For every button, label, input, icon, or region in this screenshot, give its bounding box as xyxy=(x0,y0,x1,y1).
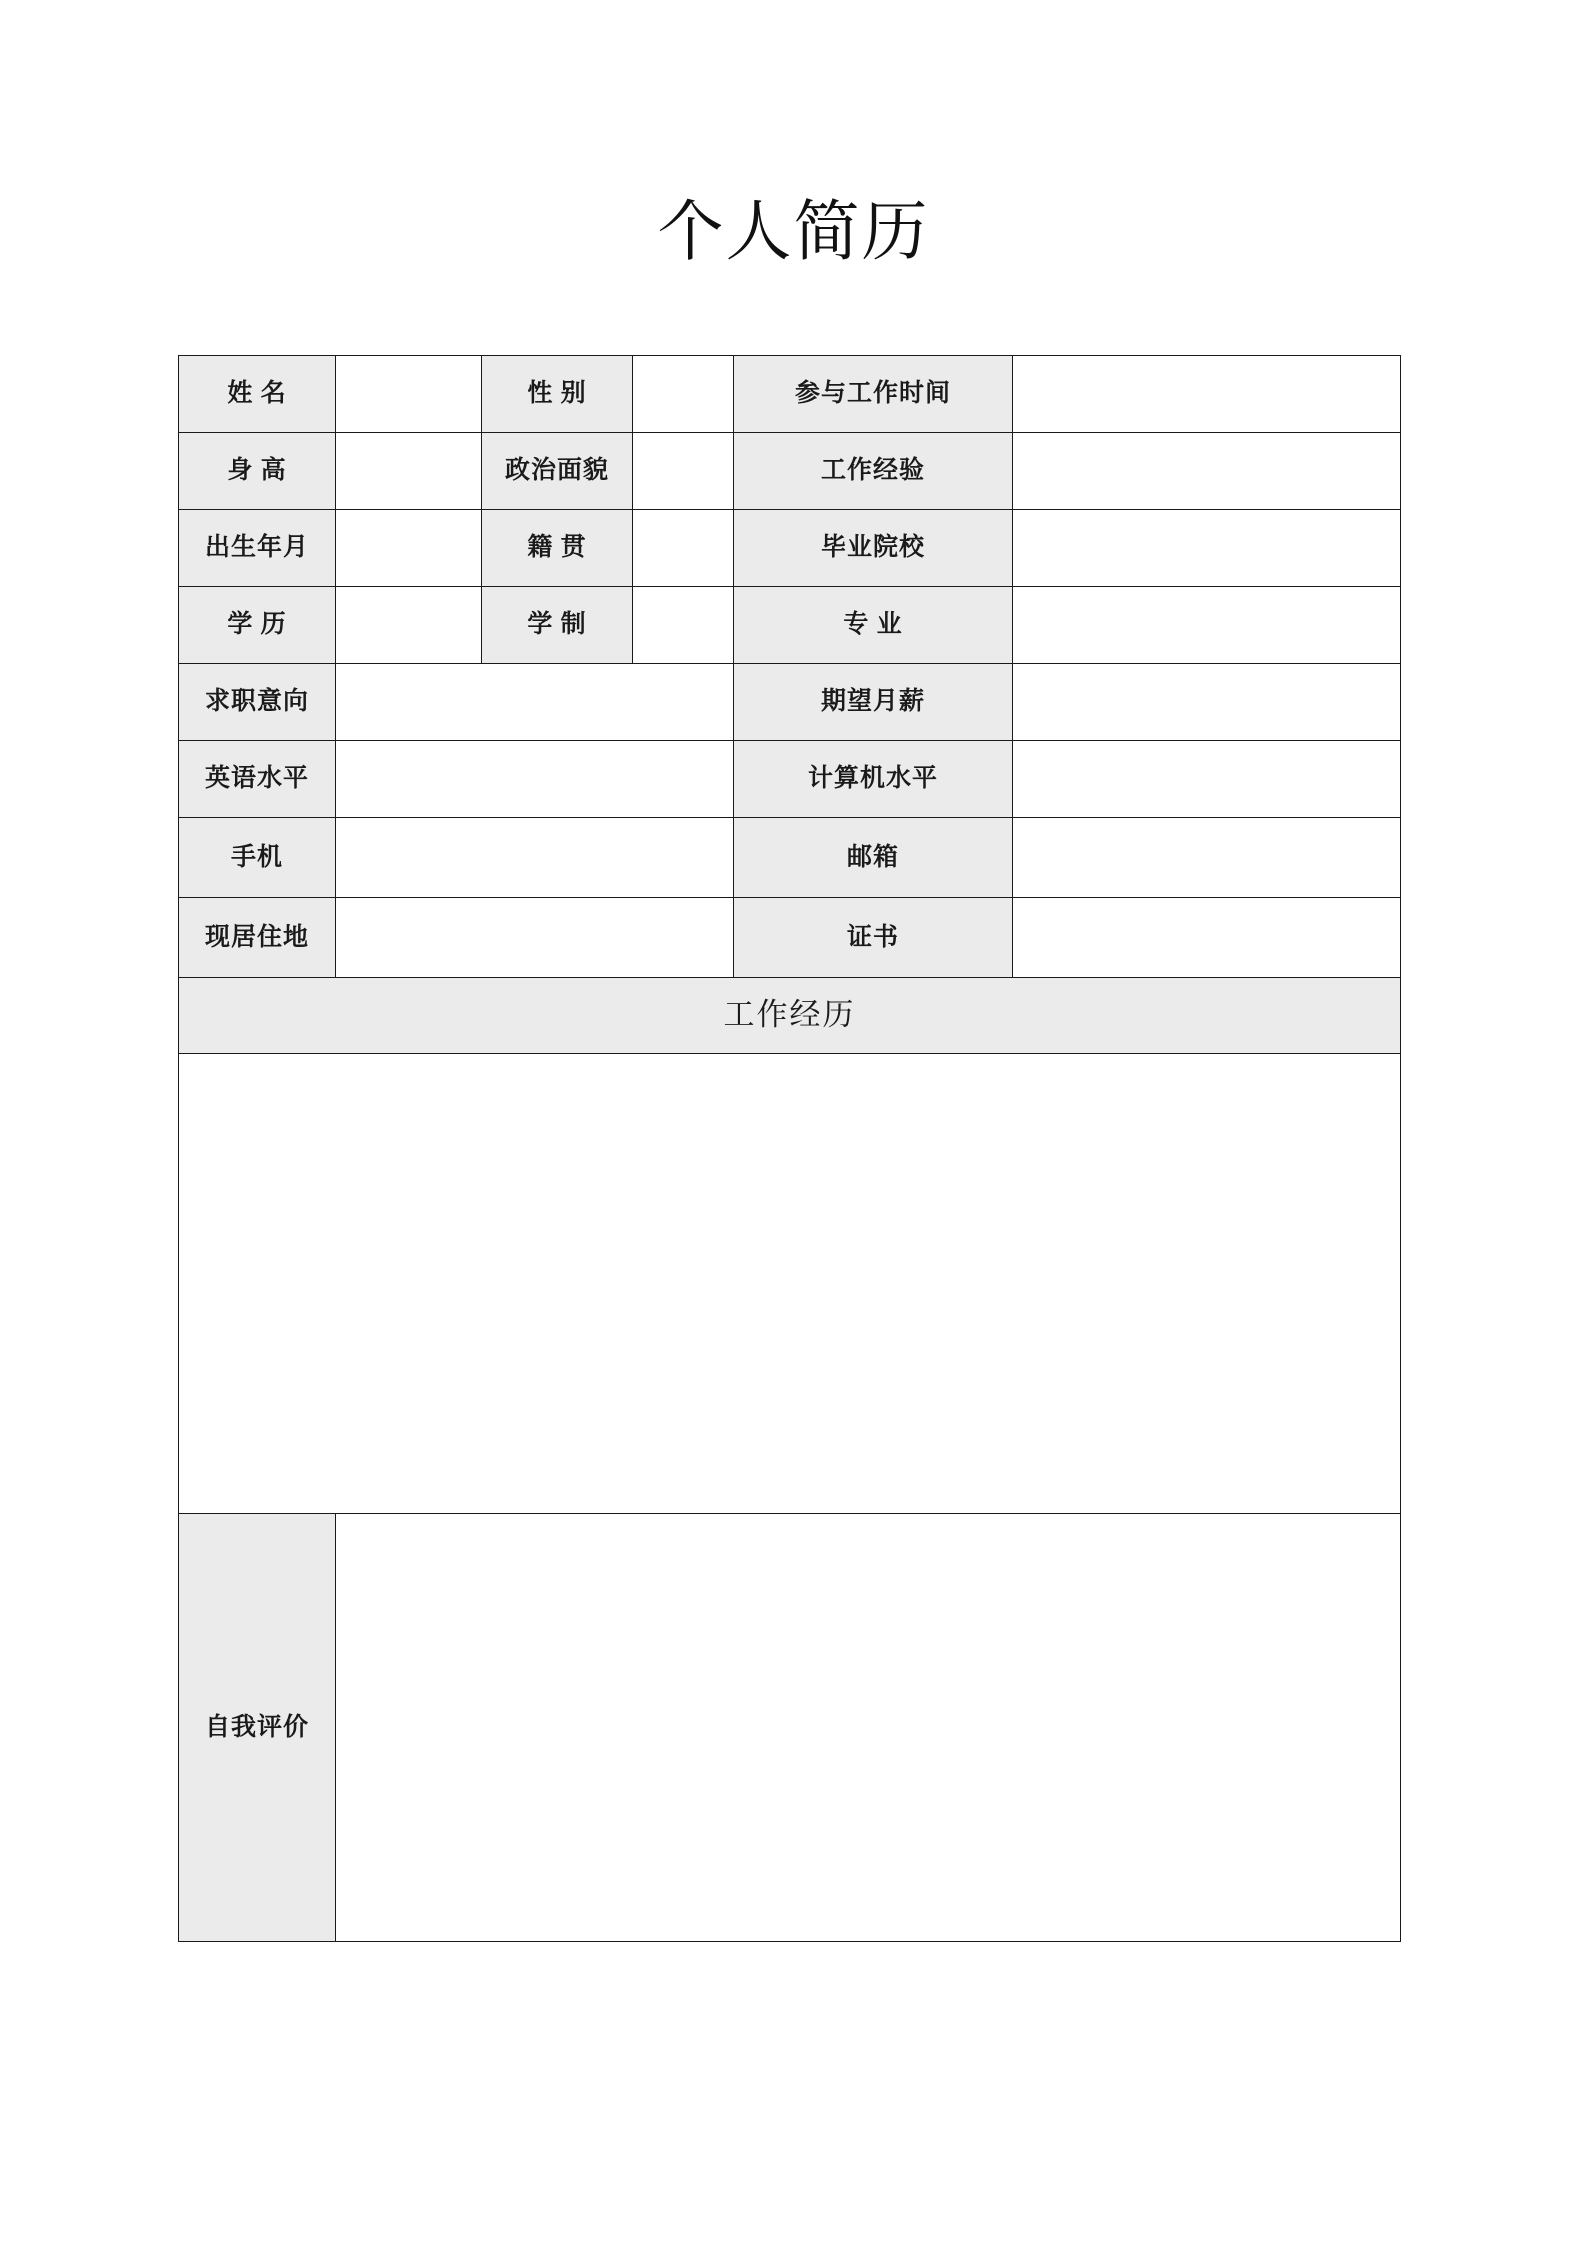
field-label-job-intention: 求职意向 xyxy=(179,664,336,741)
work-experience-textarea[interactable] xyxy=(179,1054,1401,1514)
field-value-work-start-time[interactable] xyxy=(1013,356,1401,433)
field-label-email: 邮箱 xyxy=(734,818,1013,898)
field-label-computer-level: 计算机水平 xyxy=(734,741,1013,818)
table-row xyxy=(179,898,1401,978)
field-label-birth-date: 出生年月 xyxy=(179,510,336,587)
table-row xyxy=(179,978,1401,1054)
field-label-education: 学 历 xyxy=(179,587,336,664)
field-value-political-status[interactable] xyxy=(633,433,734,510)
field-label-school-system: 学 制 xyxy=(482,587,633,664)
field-value-birth-date[interactable] xyxy=(336,510,482,587)
field-label-work-experience: 工作经验 xyxy=(734,433,1013,510)
table-row xyxy=(179,587,1401,664)
field-label-certificates: 证书 xyxy=(734,898,1013,978)
field-label-english-level: 英语水平 xyxy=(179,741,336,818)
field-label-major: 专 业 xyxy=(734,587,1013,664)
table-row xyxy=(179,818,1401,898)
field-value-job-intention[interactable] xyxy=(336,664,734,741)
field-value-current-residence[interactable] xyxy=(336,898,734,978)
field-label-work-start-time: 参与工作时间 xyxy=(734,356,1013,433)
field-label-school: 毕业院校 xyxy=(734,510,1013,587)
field-value-native-place[interactable] xyxy=(633,510,734,587)
field-value-school-system[interactable] xyxy=(633,587,734,664)
field-label-current-residence: 现居住地 xyxy=(179,898,336,978)
self-evaluation-textarea[interactable] xyxy=(336,1514,1401,1942)
field-label-expected-salary: 期望月薪 xyxy=(734,664,1013,741)
field-value-gender[interactable] xyxy=(633,356,734,433)
page-title: 个人简历 xyxy=(657,196,930,269)
field-label-gender: 性 别 xyxy=(482,356,633,433)
field-label-name: 姓 名 xyxy=(179,356,336,433)
field-label-height: 身 高 xyxy=(179,433,336,510)
table-row xyxy=(179,510,1401,587)
field-value-height[interactable] xyxy=(336,433,482,510)
section-heading-work-experience: 工作经历 xyxy=(179,978,1401,1054)
field-value-email[interactable] xyxy=(1013,818,1401,898)
section-label-self-evaluation: 自我评价 xyxy=(179,1514,336,1942)
table-row xyxy=(179,741,1401,818)
field-label-political-status: 政治面貌 xyxy=(482,433,633,510)
table-row xyxy=(179,664,1401,741)
field-value-expected-salary[interactable] xyxy=(1013,664,1401,741)
field-value-certificates[interactable] xyxy=(1013,898,1401,978)
field-value-name[interactable] xyxy=(336,356,482,433)
table-row xyxy=(179,356,1401,433)
field-label-phone: 手机 xyxy=(179,818,336,898)
field-value-school[interactable] xyxy=(1013,510,1401,587)
field-value-phone[interactable] xyxy=(336,818,734,898)
resume-table xyxy=(178,355,1401,1942)
field-value-english-level[interactable] xyxy=(336,741,734,818)
table-row xyxy=(179,1054,1401,1514)
table-row xyxy=(179,433,1401,510)
field-value-major[interactable] xyxy=(1013,587,1401,664)
field-value-education[interactable] xyxy=(336,587,482,664)
field-value-work-experience[interactable] xyxy=(1013,433,1401,510)
field-label-native-place: 籍 贯 xyxy=(482,510,633,587)
field-value-computer-level[interactable] xyxy=(1013,741,1401,818)
table-row xyxy=(179,1514,1401,1942)
